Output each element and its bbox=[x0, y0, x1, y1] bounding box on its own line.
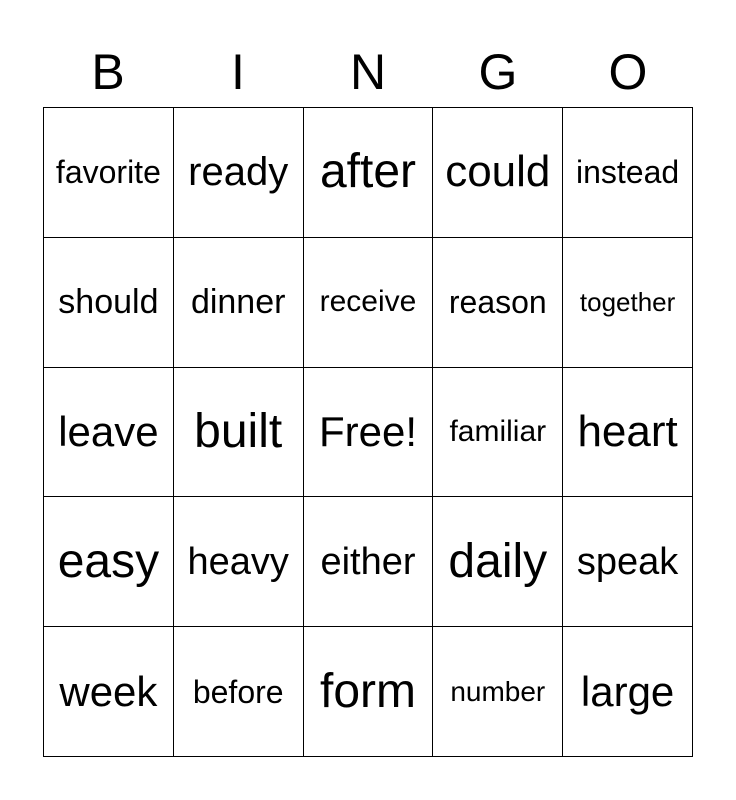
bingo-header bbox=[43, 40, 693, 104]
header-letter-b: B bbox=[91, 44, 125, 100]
bingo-cell: together bbox=[563, 238, 693, 368]
bingo-board bbox=[43, 107, 693, 757]
bingo-cell: leave bbox=[44, 368, 174, 498]
bingo-cell: ready bbox=[174, 108, 304, 238]
bingo-cell: dinner bbox=[174, 238, 304, 368]
bingo-cell: could bbox=[433, 108, 563, 238]
bingo-cell: number bbox=[433, 627, 563, 757]
bingo-cell: speak bbox=[563, 497, 693, 627]
bingo-cell: after bbox=[304, 108, 434, 238]
bingo-cell: reason bbox=[433, 238, 563, 368]
header-letter-n: N bbox=[349, 44, 387, 100]
bingo-cell: familiar bbox=[433, 368, 563, 498]
bingo-cell: easy bbox=[44, 497, 174, 627]
bingo-cell: week bbox=[44, 627, 174, 757]
bingo-cell: form bbox=[304, 627, 434, 757]
header-letter-o: O bbox=[608, 44, 648, 100]
bingo-cell: should bbox=[44, 238, 174, 368]
bingo-cell: daily bbox=[433, 497, 563, 627]
bingo-cell: built bbox=[174, 368, 304, 498]
bingo-cell: heavy bbox=[174, 497, 304, 627]
header-letter-g: G bbox=[478, 44, 518, 100]
bingo-cell: before bbox=[174, 627, 304, 757]
bingo-cell: instead bbox=[563, 108, 693, 238]
bingo-cell: receive bbox=[304, 238, 434, 368]
bingo-cell: favorite bbox=[44, 108, 174, 238]
bingo-cell: Free! bbox=[304, 368, 434, 498]
header-letter-i: I bbox=[231, 44, 245, 100]
bingo-cell: large bbox=[563, 627, 693, 757]
bingo-cell: heart bbox=[563, 368, 693, 498]
bingo-cell: either bbox=[304, 497, 434, 627]
